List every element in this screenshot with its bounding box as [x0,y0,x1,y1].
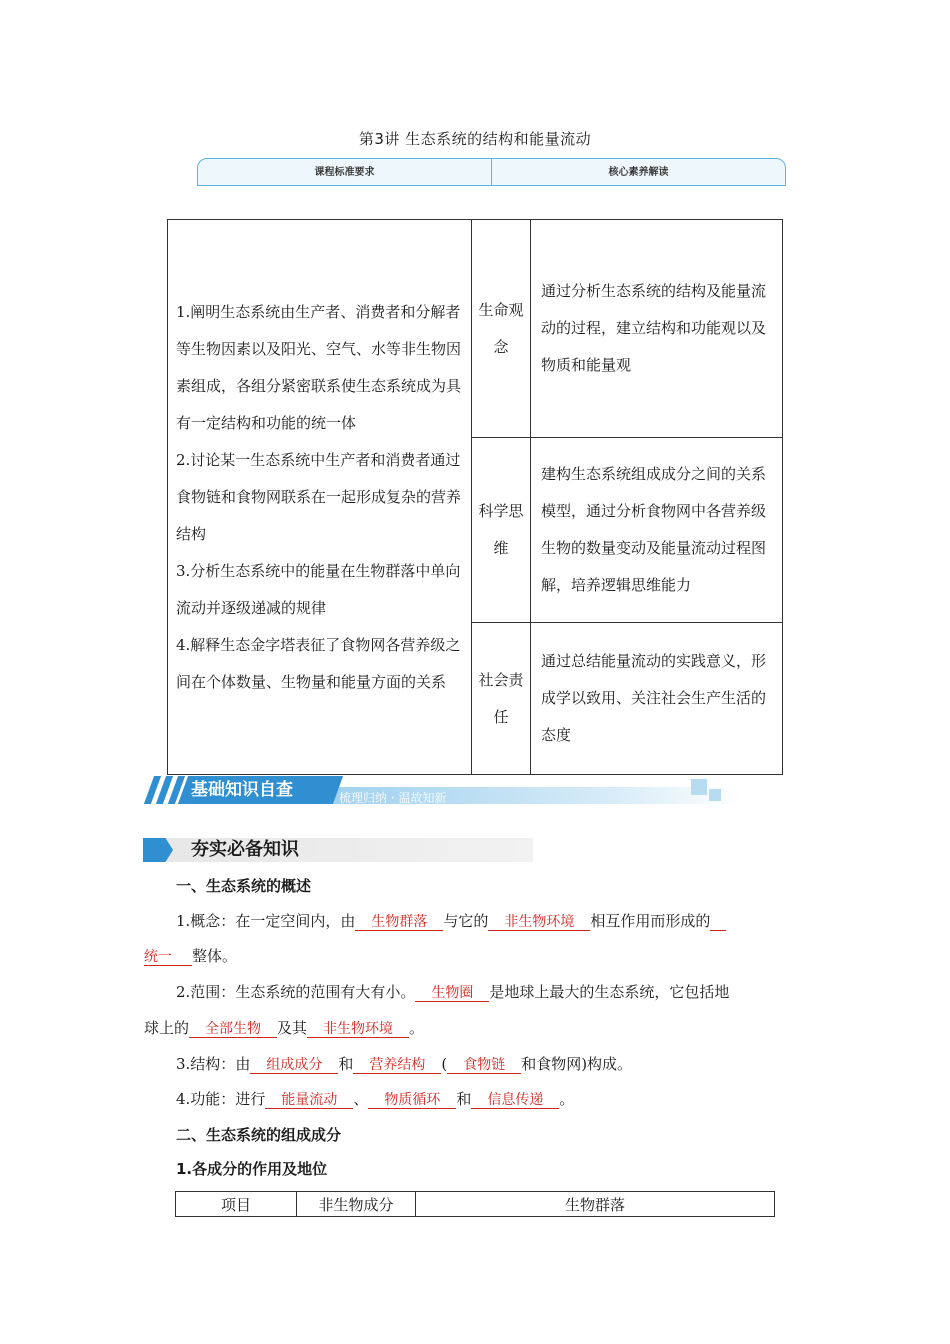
competency-name: 科学思维 [472,438,531,623]
table-header-cell: 非生物成分 [297,1192,416,1217]
answer-blank: 物质循环 [368,1092,456,1109]
section-heading [143,838,533,862]
page-title: 第3讲 生态系统的结构和能量流动 [358,130,592,148]
answer-blank: 全部生物 [189,1021,277,1038]
requirements-cell [168,220,472,775]
answer-blank: 组成成分 [250,1057,338,1074]
structure-line: 3.结构：由 组成成分 和 营养结构 ( 食物链 和食物网)构成。 [176,1055,633,1073]
requirement-item: 2.讨论某一生态系统中生产者和消费者通过食物链和食物网联系在一起形成复杂的营养结构 [176,450,462,543]
concept-line: 1.概念：在一定空间内，由 生物群落 与它的 非生物环境 相互作用而形成的 [176,911,726,932]
decor-square [691,779,707,795]
components-table [175,1191,775,1217]
part1-heading: 一、生态系统的概述 [176,877,312,895]
competency-text: 通过总结能量流动的实践意义，形成学以致用、关注社会生产生活的态度 [531,623,783,775]
requirement-item: 3.分析生态系统中的能量在生物群落中单向流动并逐级递减的规律 [176,561,461,617]
competency-name: 生命观念 [472,220,531,438]
answer-blank: 非生物环境 [307,1021,409,1038]
competency-text: 通过分析生态系统的结构及能量流动的过程，建立结构和功能观以及物质和能量观 [531,220,783,438]
concept-line-cont: 统一 整体。 [144,947,238,965]
competency-text: 建构生态系统组成成分之间的关系模型，通过分析食物网中各营养级生物的数量变动及能量流动过程图解，培养逻辑思维能力 [531,438,783,623]
answer-blank [710,914,726,931]
banner-title-bar [178,776,343,804]
scope-line: 2.范围：生态系统的范围有大有小。 生物圈 是地球上最大的生态系统，它包括地 [176,983,730,1001]
answer-blank: 非生物环境 [488,914,590,931]
banner-subtitle: 梳理归纳 · 温故知新 [339,791,447,805]
answer-blank: 信息传递 [471,1092,559,1109]
table-header-cell: 项目 [176,1192,297,1217]
requirement-item: 1.阐明生态系统由生产者、消费者和分解者等生物因素以及阳光、空气、水等非生物因素组成，各组分紧密联系使生态系统成为具有一定结构和功能的统一体 [176,302,462,432]
answer-blank: 生物圈 [415,985,489,1002]
section-title: 夯实必备知识 [191,839,299,860]
answer-blank: 能量流动 [265,1092,353,1109]
section-banner [143,775,738,806]
answer-blank: 食物链 [447,1057,521,1074]
arrow-icon [143,838,173,862]
part2-subheading: 1.各成分的作用及地位 [176,1160,328,1178]
answer-blank: 营养结构 [353,1057,441,1074]
function-line: 4.功能：进行 能量流动 、 物质循环 和 信息传递 。 [176,1090,575,1108]
standards-table [167,219,783,775]
banner-subtitle-bar [321,787,741,804]
banner-title: 基础知识自查 [191,780,293,800]
part2-heading: 二、生态系统的组成成分 [176,1126,342,1144]
decor-square [709,789,721,801]
competency-name: 社会责任 [472,623,531,775]
requirement-item: 4.解释生态金字塔表征了食物网各营养级之间在个体数量、生物量和能量方面的关系 [176,635,461,691]
header-tab-competencies: 核心素养解读 [491,159,785,185]
answer-blank: 生物群落 [355,914,443,931]
standards-header [197,158,786,186]
header-tab-standards: 课程标准要求 [314,167,375,178]
answer-blank: 统一 [144,949,192,966]
table-header-cell: 生物群落 [416,1192,775,1217]
scope-line-cont: 球上的 全部生物 及其 非生物环境 。 [144,1019,425,1037]
